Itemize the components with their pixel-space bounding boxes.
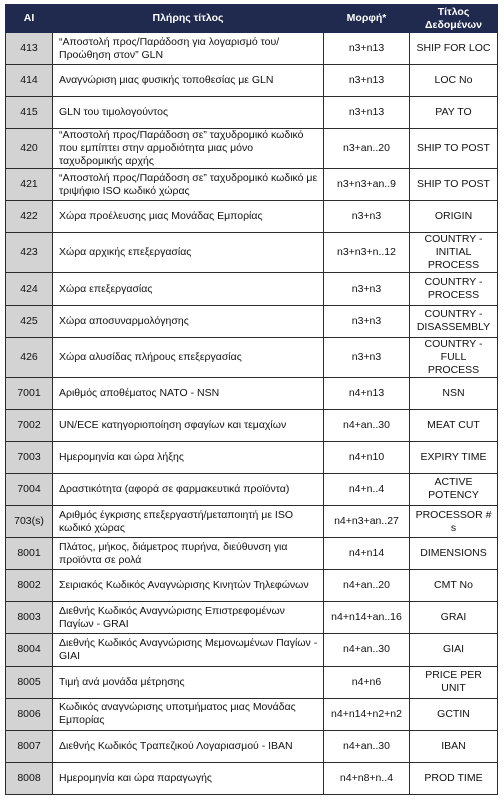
format-cell: n3+n13 <box>324 97 410 129</box>
data-title-cell: DIMENSIONS <box>410 538 498 570</box>
ai-cell: 415 <box>6 97 53 129</box>
header-full-title: Πλήρης τίτλος <box>53 5 324 33</box>
data-title-cell: GCTIN <box>410 698 498 730</box>
full-title-cell: Χώρα προέλευσης μιας Μονάδας Εμπορίας <box>53 201 324 233</box>
data-title-cell: EXPIRY TIME <box>410 441 498 473</box>
ai-cell: 7002 <box>6 409 53 441</box>
table-body <box>6 33 498 795</box>
full-title-cell: Αριθμός έγκρισης επεξεργαστή/μεταποιητή με ISO κωδικό χώρας <box>53 506 324 538</box>
table-row <box>6 273 498 305</box>
data-title-cell: COUNTRY - INITIAL PROCESS <box>410 233 498 273</box>
table-row <box>6 762 498 794</box>
data-title-cell: COUNTRY - FULL PROCESS <box>410 337 498 377</box>
full-title-cell: Αναγνώριση μιας φυσικής τοποθεσίας με GLN <box>53 65 324 97</box>
ai-cell: 703(s) <box>6 506 53 538</box>
data-title-cell: PAY TO <box>410 97 498 129</box>
format-cell: n3+an..20 <box>324 129 410 169</box>
format-cell: n4+n13 <box>324 377 410 409</box>
format-cell: n4+n8+n..4 <box>324 762 410 794</box>
data-title-cell: COUNTRY - PROCESS <box>410 273 498 305</box>
table-row <box>6 730 498 762</box>
format-cell: n4+an..30 <box>324 634 410 666</box>
format-cell: n4+n3+an..27 <box>324 506 410 538</box>
full-title-cell: Διεθνής Κωδικός Αναγνώρισης Επιστρεφομένων Παγίων - GRAI <box>53 602 324 634</box>
ai-cell: 420 <box>6 129 53 169</box>
format-cell: n3+n3 <box>324 305 410 337</box>
data-title-cell: PROD TIME <box>410 762 498 794</box>
table-row <box>6 97 498 129</box>
full-title-cell: Διεθνής Κωδικός Τραπεζικού Λογαριασμού - IBAN <box>53 730 324 762</box>
table-row <box>6 473 498 505</box>
table-row <box>6 33 498 65</box>
full-title-cell: Αριθμός αποθέματος ΝΑΤΟ - NSN <box>53 377 324 409</box>
table-row <box>6 233 498 273</box>
full-title-cell: Χώρα αλυσίδας πλήρους επεξεργασίας <box>53 337 324 377</box>
ai-cell: 421 <box>6 169 53 201</box>
full-title-cell: Διεθνής Κωδικός Αναγνώρισης Μεμονωμένων Παγίων - GIAI <box>53 634 324 666</box>
table-header <box>6 5 498 33</box>
full-title-cell: Κωδικός αναγνώρισης υποτμήματος μιας Μονάδας Εμπορίας <box>53 698 324 730</box>
table-row <box>6 65 498 97</box>
full-title-cell: Δραστικότητα (αφορά σε φαρμακευτικά προϊόντα) <box>53 473 324 505</box>
table-row <box>6 305 498 337</box>
ai-cell: 424 <box>6 273 53 305</box>
data-title-cell: CMT No <box>410 570 498 602</box>
data-title-cell: ORIGIN <box>410 201 498 233</box>
ai-cell: 8004 <box>6 634 53 666</box>
table-row <box>6 602 498 634</box>
table-row <box>6 377 498 409</box>
ai-cell: 7004 <box>6 473 53 505</box>
data-title-cell: PROCESSOR # s <box>410 506 498 538</box>
full-title-cell: Ημερομηνία και ώρα παραγωγής <box>53 762 324 794</box>
ai-cell: 8003 <box>6 602 53 634</box>
data-title-cell: IBAN <box>410 730 498 762</box>
full-title-cell: “Αποστολή προς/Παράδοση σε” ταχυδρομικό κωδικό με τριψήφιο ISO κωδικό χώρας <box>53 169 324 201</box>
full-title-cell: Ημερομηνία και ώρα λήξης <box>53 441 324 473</box>
table-row <box>6 506 498 538</box>
ai-cell: 8002 <box>6 570 53 602</box>
table-row <box>6 538 498 570</box>
format-cell: n3+n3 <box>324 273 410 305</box>
full-title-cell: GLN του τιμολογούντος <box>53 97 324 129</box>
format-cell: n4+n14+an..16 <box>324 602 410 634</box>
application-identifier-table <box>5 4 498 795</box>
ai-cell: 423 <box>6 233 53 273</box>
table-row <box>6 337 498 377</box>
table-row <box>6 201 498 233</box>
table-row <box>6 169 498 201</box>
header-format: Μορφή* <box>324 5 410 33</box>
format-cell: n3+n3 <box>324 337 410 377</box>
ai-cell: 425 <box>6 305 53 337</box>
ai-cell: 8001 <box>6 538 53 570</box>
full-title-cell: Χώρα αποσυναρμολόγησης <box>53 305 324 337</box>
data-title-cell: GIAI <box>410 634 498 666</box>
format-cell: n3+n3+n..12 <box>324 233 410 273</box>
ai-reference-table-container <box>5 4 497 795</box>
ai-cell: 8008 <box>6 762 53 794</box>
header-data-title: Τίτλος Δεδομένων <box>410 5 498 33</box>
format-cell: n4+an..20 <box>324 570 410 602</box>
table-row <box>6 634 498 666</box>
ai-cell: 8006 <box>6 698 53 730</box>
format-cell: n4+n6 <box>324 666 410 698</box>
format-cell: n4+an..30 <box>324 409 410 441</box>
data-title-cell: NSN <box>410 377 498 409</box>
ai-cell: 8005 <box>6 666 53 698</box>
data-title-cell: COUNTRY - DISASSEMBLY <box>410 305 498 337</box>
full-title-cell: Χώρα επεξεργασίας <box>53 273 324 305</box>
ai-cell: 422 <box>6 201 53 233</box>
table-row <box>6 129 498 169</box>
header-ai: AI <box>6 5 53 33</box>
format-cell: n4+n14+n2+n2 <box>324 698 410 730</box>
format-cell: n4+n14 <box>324 538 410 570</box>
data-title-cell: SHIP FOR LOC <box>410 33 498 65</box>
full-title-cell: Τιμή ανά μονάδα μέτρησης <box>53 666 324 698</box>
ai-cell: 426 <box>6 337 53 377</box>
ai-cell: 7003 <box>6 441 53 473</box>
data-title-cell: MEAT CUT <box>410 409 498 441</box>
full-title-cell: “Αποστολή προς/Παράδοση για λογαρισμό του/Προώθηση στον” GLN <box>53 33 324 65</box>
full-title-cell: “Αποστολή προς/Παράδοση σε” ταχυδρομικό κωδικό που εμπίπτει στην αρμοδιότητα μιας μόνο ταχυδρομικής αρχής <box>53 129 324 169</box>
format-cell: n4+n..4 <box>324 473 410 505</box>
data-title-cell: LOC No <box>410 65 498 97</box>
format-cell: n3+n13 <box>324 33 410 65</box>
table-row <box>6 441 498 473</box>
ai-cell: 7001 <box>6 377 53 409</box>
format-cell: n3+n3 <box>324 201 410 233</box>
data-title-cell: ACTIVE POTENCY <box>410 473 498 505</box>
data-title-cell: GRAI <box>410 602 498 634</box>
ai-cell: 413 <box>6 33 53 65</box>
format-cell: n3+n13 <box>324 65 410 97</box>
table-row <box>6 409 498 441</box>
format-cell: n3+n3+an..9 <box>324 169 410 201</box>
full-title-cell: UN/ECE κατηγοριοποίηση σφαγίων και τεμαχίων <box>53 409 324 441</box>
data-title-cell: PRICE PER UNIT <box>410 666 498 698</box>
data-title-cell: SHIP TO POST <box>410 169 498 201</box>
ai-cell: 414 <box>6 65 53 97</box>
table-row <box>6 570 498 602</box>
table-row <box>6 698 498 730</box>
format-cell: n4+n10 <box>324 441 410 473</box>
data-title-cell: SHIP TO POST <box>410 129 498 169</box>
header-row <box>6 5 498 33</box>
full-title-cell: Χώρα αρχικής επεξεργασίας <box>53 233 324 273</box>
full-title-cell: Σειριακός Κωδικός Αναγνώρισης Κινητών Τηλεφώνων <box>53 570 324 602</box>
full-title-cell: Πλάτος, μήκος, διάμετρος πυρήνα, διεύθυνση για προϊόντα σε ρολά <box>53 538 324 570</box>
table-row <box>6 666 498 698</box>
ai-cell: 8007 <box>6 730 53 762</box>
format-cell: n4+an..30 <box>324 730 410 762</box>
